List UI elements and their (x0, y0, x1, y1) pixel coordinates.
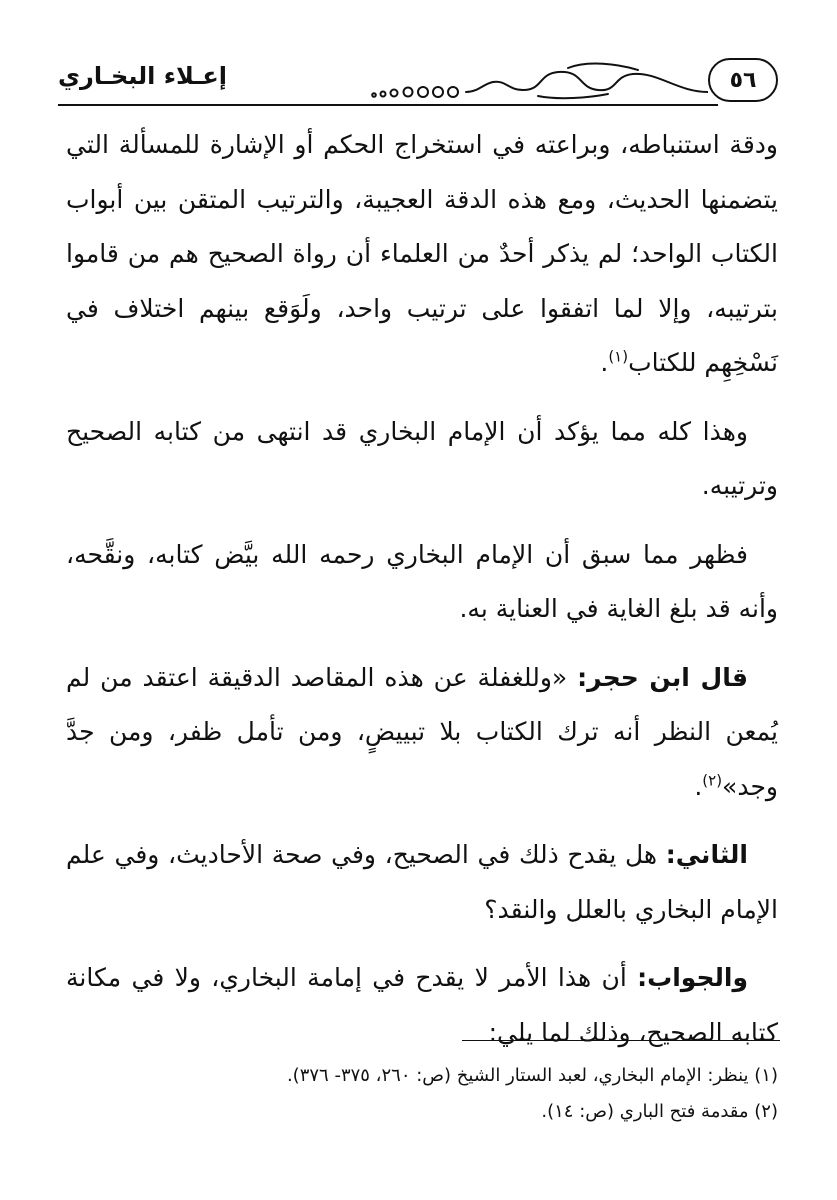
running-title: إعـلاء البخـاري (58, 62, 228, 90)
paragraph-lead: والجواب: (637, 963, 748, 992)
paragraph-text: هل يقدح ذلك في الصحيح، وفي صحة الأحاديث، وفي علم الإمام البخاري بالعلل والنقد؟ (66, 840, 778, 924)
paragraph-text: وهذا كله مما يؤكد أن الإمام البخاري قد انتهى من كتابه الصحيح وترتيبه. (66, 416, 778, 500)
paragraph (66, 828, 778, 937)
footnotes (66, 1058, 778, 1130)
footnote: (١) ينظر: الإمام البخاري، لعبد الستار الشيخ (ص: ٢٦٠، ٣٧٥- ٣٧٦). (286, 1065, 778, 1086)
header-rule (58, 104, 718, 106)
paragraph-lead: الثاني: (665, 840, 748, 869)
paragraph-end: . (600, 348, 609, 377)
paragraph-text: «وللغفلة عن هذه المقاصد الدقيقة اعتقد من لم يُمعن النظر أنه ترك الكتاب بلا تبييضٍ، ومن تأمل ظفر، ومن جدَّ وجد» (66, 662, 778, 801)
footnote-ref: (٢) (702, 771, 723, 790)
paragraph-text: ودقة استنباطه، وبراعته في استخراج الحكم أو الإشارة للمسألة التي يتضمنها الحديث، ومع هذه الدقة العجيبة، والترتيب المتقن بين أبواب الكتاب الواحد؛ لم يذكر أحدٌ من العلماء أن رواة الصحيح هم من قاموا بترتيبه، وإلا لما اتفقوا على ترتيب واحد، ولَوَقع بينهم اختلاف في نَسْخِهِم للكتاب (66, 130, 778, 377)
paragraph (66, 118, 778, 391)
page-header (58, 58, 778, 108)
footnote-ref: (١) (608, 347, 629, 366)
paragraph (66, 405, 778, 514)
paragraph-text: فظهر مما سبق أن الإمام البخاري رحمه الله بيَّض كتابه، ونقَّحه، وأنه قد بلغ الغاية في العناية به. (66, 539, 778, 623)
footnote: (٢) مقدمة فتح الباري (ص: ١٤). (541, 1101, 778, 1122)
paragraph-end: . (694, 771, 703, 801)
paragraph (66, 528, 778, 637)
paragraph-text: أن هذا الأمر لا يقدح في إمامة البخاري، ولا في مكانة كتابه الصحيح، وذلك لما يلي: (66, 963, 778, 1047)
page-number: ٥٦ (708, 58, 778, 102)
footnote-separator (462, 1040, 780, 1041)
body-text (66, 118, 778, 1074)
paragraph-lead: قال ابن حجر: (577, 662, 748, 692)
paragraph (66, 651, 778, 815)
decorative-flourish-icon (238, 62, 708, 102)
paragraph (66, 951, 778, 1060)
